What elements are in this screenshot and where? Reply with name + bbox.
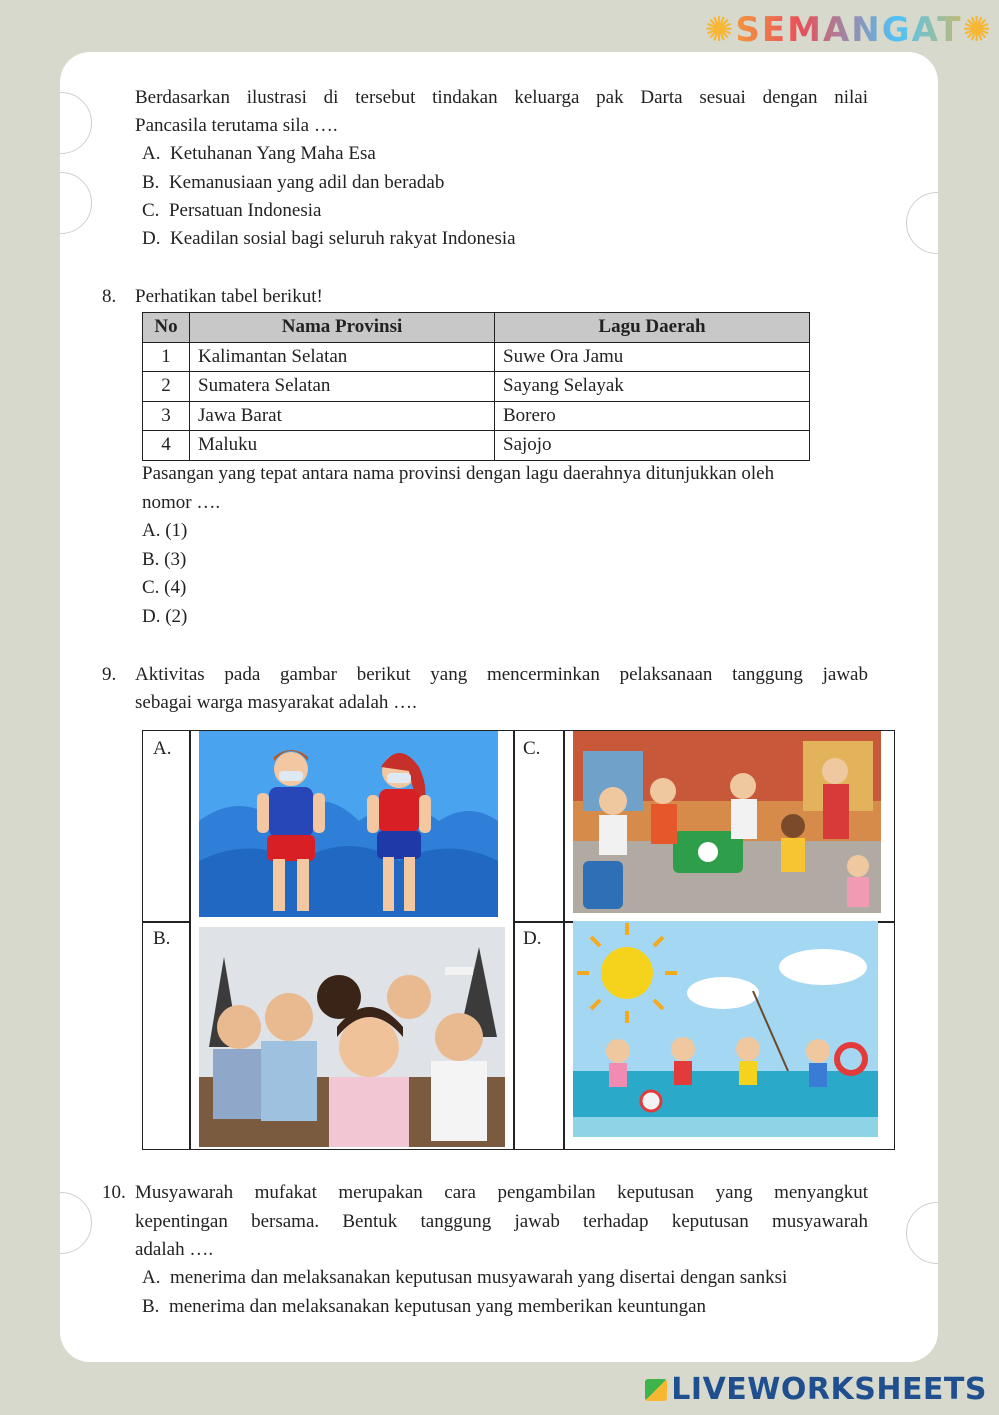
q8-number: 8. <box>102 286 117 307</box>
q9-stem-line: Aktivitas pada gambar berikut yang mencerminkan pelaksanaan tanggung jawab <box>135 664 868 685</box>
liveworksheets-icon <box>645 1379 667 1401</box>
table-cell: Suwe Ora Jamu <box>495 342 810 372</box>
q8-option-a[interactable]: A. (1) <box>142 520 188 541</box>
image-community-cleanup[interactable] <box>573 731 881 913</box>
praying-illustration <box>199 927 505 1147</box>
grid-line <box>563 731 565 1149</box>
image-praying[interactable] <box>199 927 505 1147</box>
table-cell: Sajojo <box>495 431 810 461</box>
table-row <box>143 342 810 372</box>
table-cell: Maluku <box>190 431 495 461</box>
q7-stem-line: Berdasarkan ilustrasi di tersebut tindakan keluarga pak Darta sesuai dengan nilai <box>135 87 868 108</box>
q7-option-a[interactable]: A. Ketuhanan Yang Maha Esa <box>142 143 376 164</box>
option-label-c: C. <box>523 738 541 759</box>
table-cell: 1 <box>143 342 190 372</box>
table-cell: 4 <box>143 431 190 461</box>
option-label-a: A. <box>153 738 172 759</box>
image-beach-kids[interactable] <box>573 921 878 1137</box>
option-label-b: B. <box>153 928 171 949</box>
q10-stem-line: adalah …. <box>135 1239 214 1260</box>
table-row <box>143 401 810 431</box>
q8-after-line: Pasangan yang tepat antara nama provinsi dengan lagu daerahnya ditunjukkan oleh <box>142 463 775 484</box>
table-header: Lagu Daerah <box>495 313 810 343</box>
q8-option-d[interactable]: D. (2) <box>142 606 188 627</box>
q7-stem-line: Pancasila terutama sila …. <box>135 115 338 136</box>
table-cell: Borero <box>495 401 810 431</box>
liveworksheets-logo: LIVEWORKSHEETS <box>645 1372 987 1407</box>
q7-option-b[interactable]: B. Kemanusiaan yang adil dan beradab <box>142 172 445 193</box>
beach-illustration <box>573 921 878 1137</box>
q7-option-d[interactable]: D. Keadilan sosial bagi seluruh rakyat Indonesia <box>142 228 516 249</box>
semangat-logo: ✺SEMANGAT✺ <box>704 10 993 50</box>
table-header: Nama Provinsi <box>190 313 495 343</box>
q8-after-line: nomor …. <box>142 492 221 513</box>
q10-stem-line: Musyawarah mufakat merupakan cara pengambilan keputusan yang menyangkut <box>135 1182 868 1203</box>
option-label-d: D. <box>523 928 542 949</box>
worksheet-page <box>60 52 938 1362</box>
activity-image-grid <box>142 730 895 1150</box>
cleanup-illustration <box>573 731 881 913</box>
grid-line <box>189 731 191 1149</box>
table-cell: Sumatera Selatan <box>190 372 495 402</box>
joggers-illustration <box>199 731 498 917</box>
q9-number: 9. <box>102 664 117 685</box>
table-cell: Kalimantan Selatan <box>190 342 495 372</box>
q8-option-b[interactable]: B. (3) <box>142 549 187 570</box>
q10-number: 10. <box>102 1182 126 1203</box>
table-row <box>143 431 810 461</box>
table-header: No <box>143 313 190 343</box>
q10-option-a[interactable]: A. menerima dan melaksanakan keputusan musyawarah yang disertai dengan sanksi <box>142 1267 788 1288</box>
q8-stem: Perhatikan tabel berikut! <box>135 286 323 307</box>
table-cell: Jawa Barat <box>190 401 495 431</box>
table-header-row <box>143 313 810 343</box>
grid-line <box>513 731 515 1149</box>
q9-stem-line: sebagai warga masyarakat adalah …. <box>135 692 417 713</box>
province-song-table <box>142 312 810 461</box>
table-cell: 2 <box>143 372 190 402</box>
q10-stem-line: kepentingan bersama. Bentuk tanggung jawab terhadap keputusan musyawarah <box>135 1211 868 1232</box>
image-joggers[interactable] <box>199 731 498 917</box>
q7-option-c[interactable]: C. Persatuan Indonesia <box>142 200 322 221</box>
table-cell: 3 <box>143 401 190 431</box>
grid-line <box>143 921 189 923</box>
q8-option-c[interactable]: C. (4) <box>142 577 187 598</box>
q10-option-b[interactable]: B. menerima dan melaksanakan keputusan yang memberikan keuntungan <box>142 1296 707 1317</box>
table-cell: Sayang Selayak <box>495 372 810 402</box>
table-row <box>143 372 810 402</box>
